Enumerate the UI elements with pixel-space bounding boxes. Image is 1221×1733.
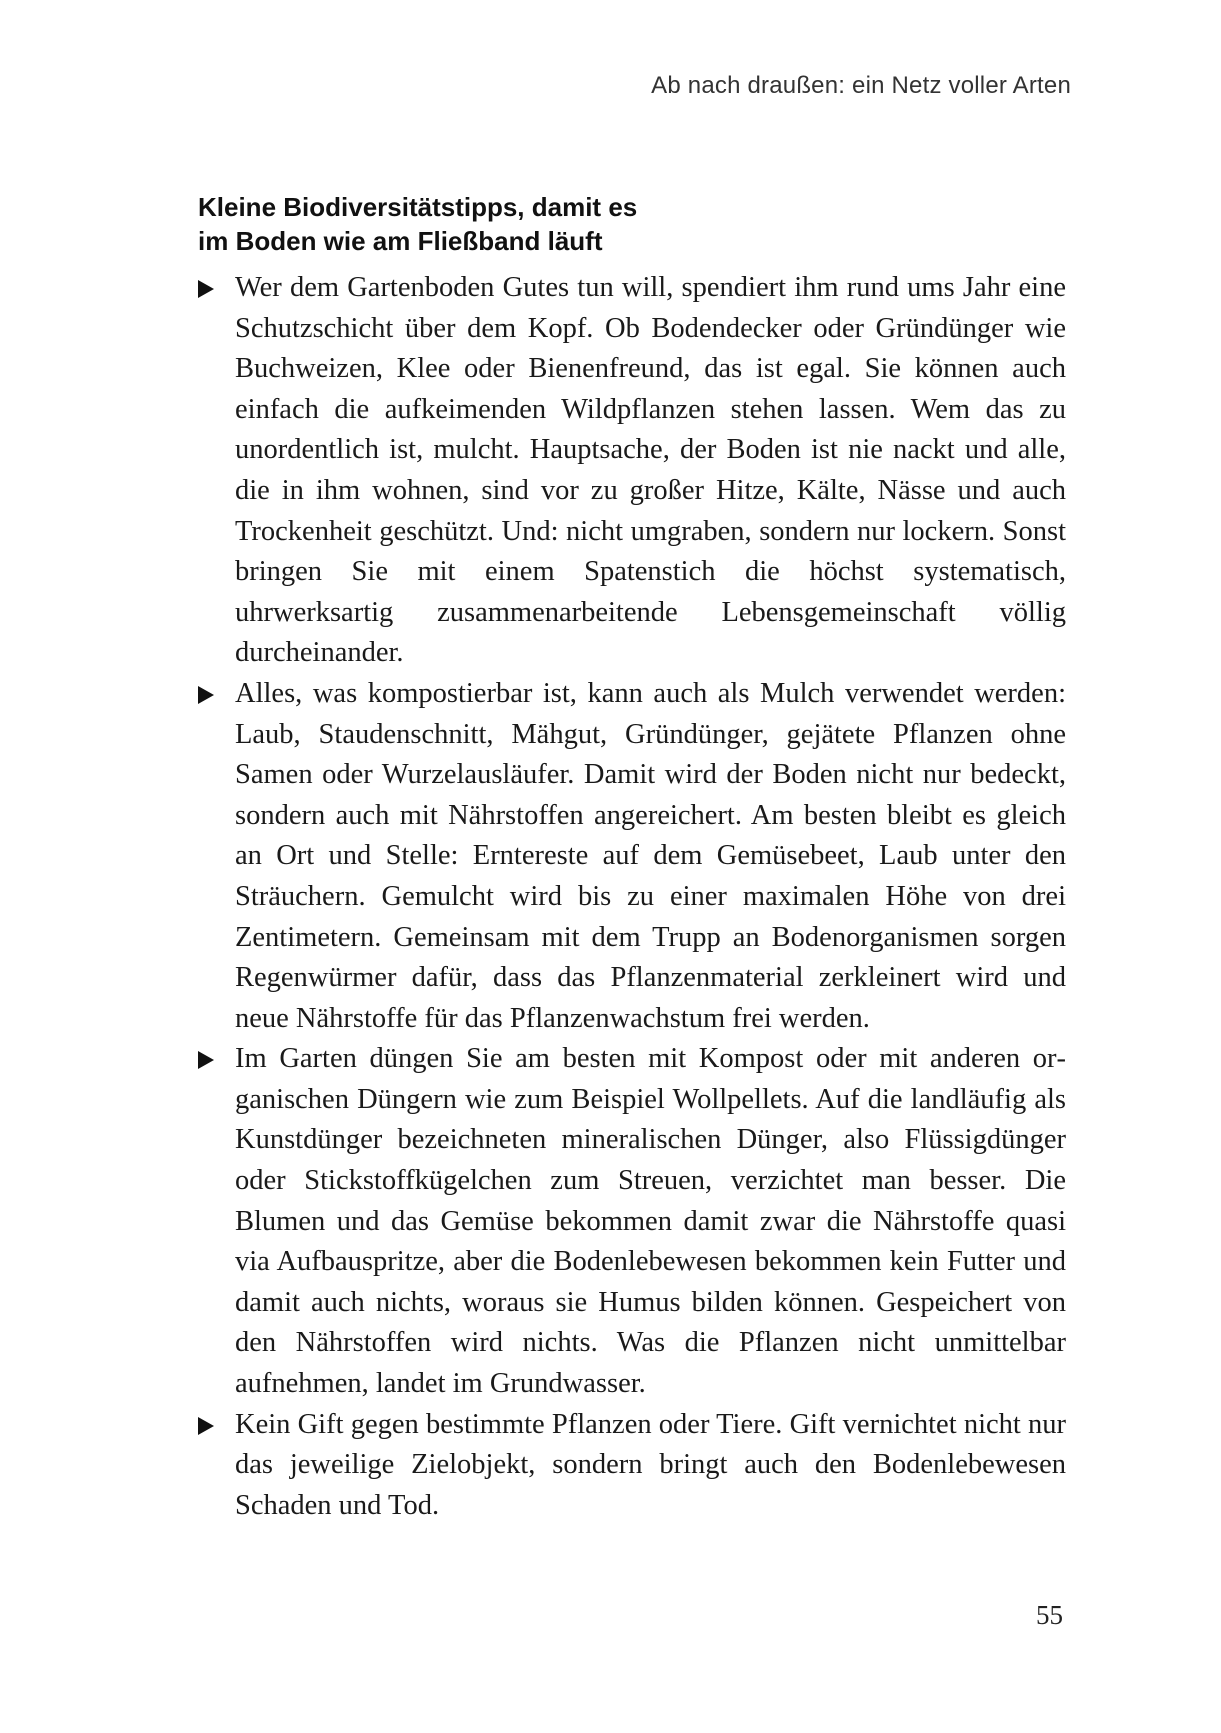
- section-heading-line-1: Kleine Biodiversitätstipps, damit es: [198, 192, 638, 222]
- tip-text: Wer dem Gartenboden Gutes tun will, spendiert ihm rund ums Jahr eine Schutzschicht über dem Kopf. Ob Bodendecker oder Gründünger wie Buchweizen, Klee oder Bienenfreund, das ist egal. Sie können auch einfach die aufkeimenden Wildpflanzen stehen lassen. Wem das zu unordentlich ist, mulcht. Hauptsache, der Boden ist nie nackt und alle, die in ihm wohnen, sind vor zu großer Hitze, Kälte, Nässe und auch Trockenheit geschützt. Und: nicht umgraben, sondern nur lockern. Sonst bringen Sie mit einem Spatenstich die höchst systematisch, uhrwerksartig zusammenarbeitende Lebensgemeinschaft völlig durcheinander.: [235, 272, 1066, 669]
- tip-item: [198, 1039, 1066, 1404]
- tip-text: Kein Gift gegen bestimmte Pflanzen oder Tiere. Gift vernichtet nicht nur das jeweilige Zielobjekt, sondern bringt auch den Bodenlebewesen Schaden und Tod.: [235, 1408, 1066, 1521]
- page-number: 55: [1036, 1600, 1063, 1630]
- tip-text: Alles, was kompostierbar ist, kann auch als Mulch verwendet werden: Laub, Staudenschnitt, Mähgut, Gründünger, gejätete Pflanzen ohne Samen oder Wurzelausläufer. Damit wird der Boden nicht nur bedeckt, sondern auch mit Nährstoffen angereichert. Am besten bleibt es gleich an Ort und Stelle: Erntereste auf dem Gemüsebeet, Laub unter den Sträuchern. Gemulcht wird bis zu einer maximalen Höhe von drei Zentimetern. Gemeinsam mit dem Trupp an Bodenorganismen sorgen Regenwürmer dafür, dass das Pflanzenmaterial zerkleinert wird und neue Nährstoffe für das Pflanzenwachstum frei werden.: [235, 677, 1066, 1034]
- triangle-bullet-icon: [198, 686, 214, 704]
- tip-item: [198, 1405, 1066, 1527]
- tip-text: Im Garten düngen Sie am besten mit Kompost oder mit anderen organischen Düngern wie zum Beispiel Wollpellets. Auf die landläufig als Kunstdünger bezeichneten mineralischen Dünger, also Flüssigdünger oder Stickstoffkügelchen zum Streuen, verzichtet man besser. Die Blumen und das Gemüse bekommen damit zwar die Nährstoffe quasi via Aufbauspritze, aber die Bodenlebewesen bekommen kein Futter und damit auch nichts, woraus sie Humus bilden können. Gespeichert von den Nährstoffen wird nichts. Was die Pflanzen nicht unmittelbar aufnehmen, landet im Grundwasser.: [235, 1043, 1066, 1400]
- tip-item: [198, 674, 1066, 1039]
- running-header: Ab nach draußen: ein Netz voller Arten: [651, 72, 1071, 99]
- triangle-bullet-icon: [198, 1051, 214, 1069]
- section-heading: [198, 190, 758, 258]
- tips-list: [198, 268, 1066, 1526]
- triangle-bullet-icon: [198, 280, 214, 298]
- tip-item: [198, 268, 1066, 674]
- section-heading-line-2: im Boden wie am Fließband läuft: [198, 226, 603, 256]
- triangle-bullet-icon: [198, 1417, 214, 1435]
